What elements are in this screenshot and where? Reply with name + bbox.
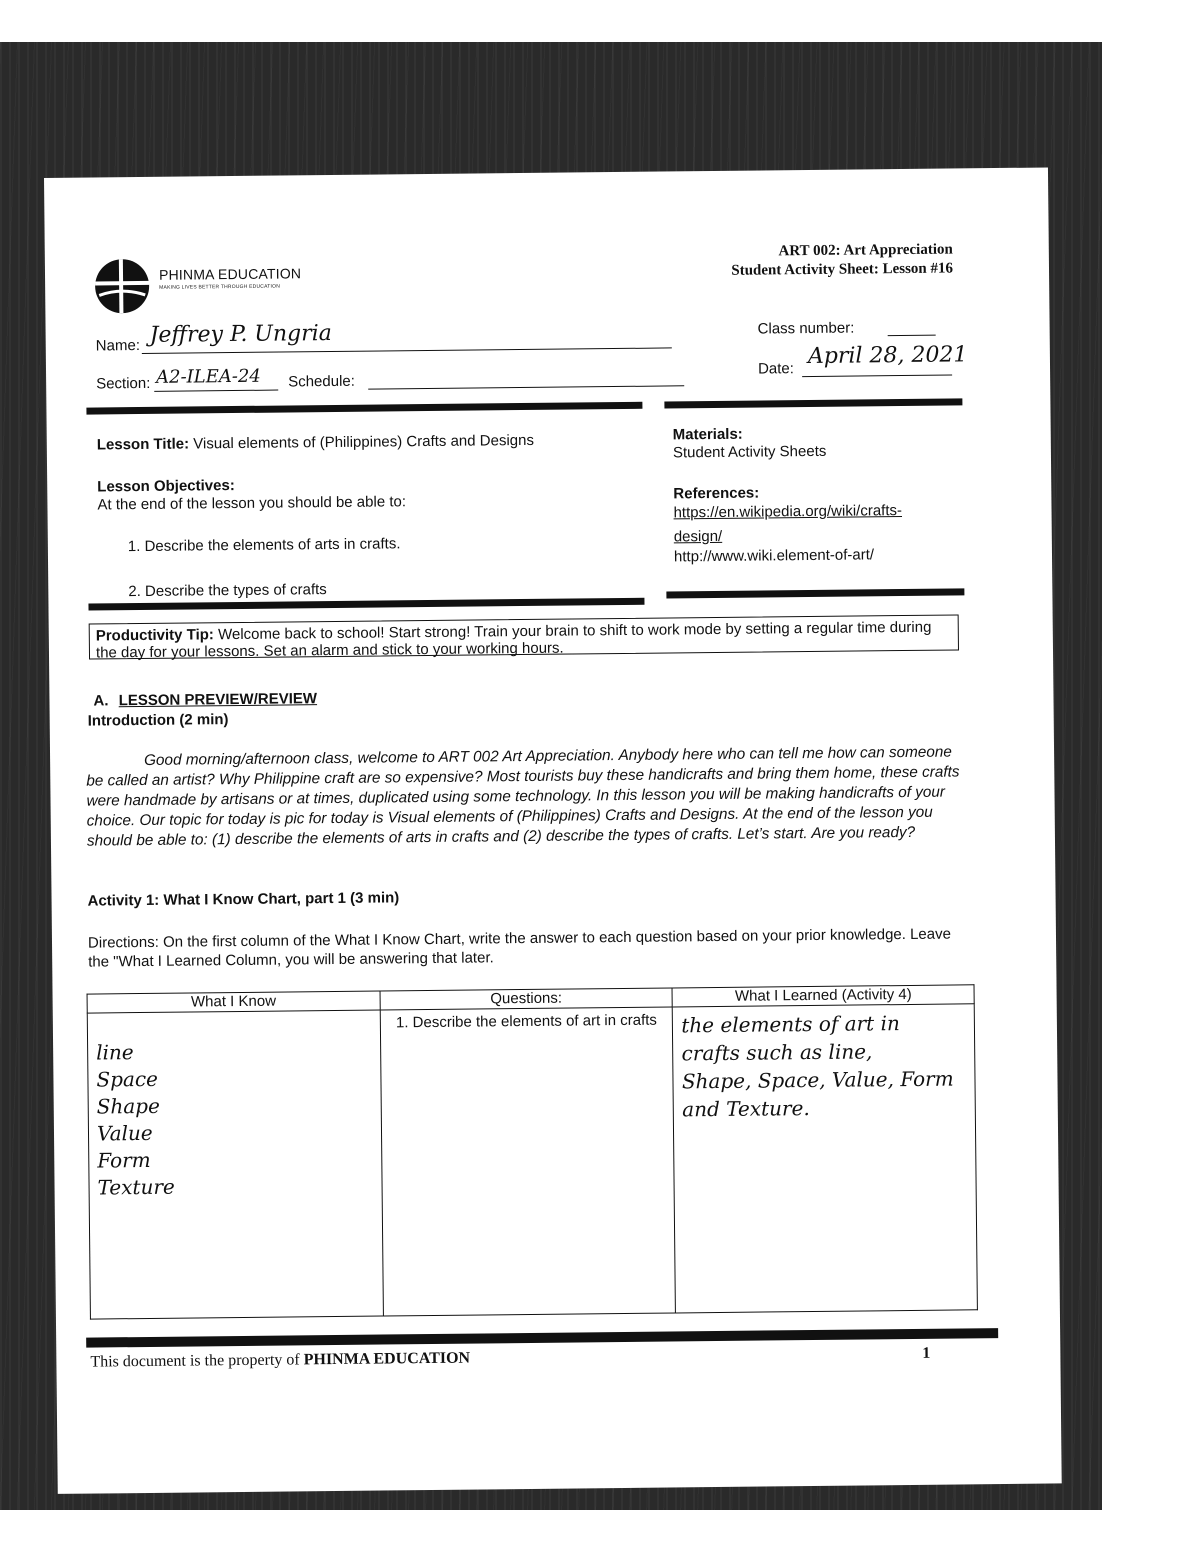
lesson-title-value: Visual elements of (Philippines) Crafts and Designs <box>193 431 535 453</box>
intro-paragraph: Good morning/afternoon class, welcome to ART 002 Art Appreciation. Anybody here who can tell me how can someone be called an artist? Why Philippine craft are so expensive? Most tourists buy these handicrafts and bring them home, these crafts were handmade by artisans or at times, duplicated using some technology. In this lesson you will be making handicrafts of your choice. Our topic for today is pic for today is Visual elements of (Philippines) Crafts and Designs. At the end of the lesson you should be able to: (1) describe the elements of arts in crafts and (2) describe the types of crafts. Let’s start. Are you ready? <box>86 743 960 850</box>
know-item: Space <box>96 1066 159 1092</box>
name-label: Name: <box>95 337 141 355</box>
know-item: Shape <box>96 1093 161 1119</box>
what-i-learned-cell[interactable] <box>673 1004 978 1313</box>
know-item: Form <box>97 1147 151 1173</box>
objective-item: 1. Describe the elements of arts in crafts. <box>127 535 401 556</box>
objectives-intro: At the end of the lesson you should be able to: <box>97 493 407 514</box>
references-label: References: <box>673 484 760 503</box>
reference-link[interactable]: design/ <box>673 527 723 546</box>
section-label: Section: <box>96 374 151 393</box>
know-list <box>96 1015 374 1202</box>
sheet-title: Student Activity Sheet: Lesson #16 <box>731 260 954 279</box>
footer-org: PHINMA EDUCATION <box>303 1349 471 1369</box>
divider-bar-right-top <box>664 398 962 408</box>
name-value[interactable]: Jeffrey P. Ungria <box>149 320 332 348</box>
intro-heading: Introduction (2 min) <box>87 711 229 730</box>
learned-line: the elements of art in <box>681 1011 900 1038</box>
section-a-letter: A. <box>93 692 109 710</box>
header-what-i-learned: What I Learned (Activity 4) <box>672 985 974 1007</box>
divider-bar-right-bottom <box>666 588 964 598</box>
tip-text: Welcome back to school! Start strong! Train your brain to shift to work mode by setting a regular time during the day for your lessons. Set an alarm and stick to your working hours. <box>95 618 932 662</box>
section-a-title: LESSON PREVIEW/REVIEW <box>118 690 318 710</box>
lesson-title-label: Lesson Title: <box>96 435 190 454</box>
reference-link[interactable]: https://en.wikipedia.org/wiki/crafts- <box>673 502 903 522</box>
know-item: Texture <box>97 1174 175 1200</box>
class-number-underline <box>888 335 936 337</box>
learned-line: and Texture. <box>682 1096 810 1122</box>
materials-value: Student Activity Sheets <box>672 442 827 462</box>
schedule-label: Schedule: <box>288 372 355 391</box>
activity1-directions: Directions: On the first column of the What I Know Chart, write the answer to each question based on your prior knowledge. Leave the "What I Learned Column, you will be answering that later. <box>87 925 952 971</box>
objectives-label: Lesson Objectives: <box>97 477 235 496</box>
objective-item: 2. Describe the types of crafts <box>128 581 327 601</box>
phinma-logo-icon <box>93 257 152 316</box>
question-cell: 1. Describe the elements of art in crafts <box>380 1007 676 1316</box>
know-item: Value <box>96 1120 153 1146</box>
date-label: Date: <box>757 360 794 378</box>
schedule-underline <box>368 385 684 389</box>
what-i-know-chart <box>87 984 978 1319</box>
header-questions: Questions: <box>380 988 673 1010</box>
org-tagline: MAKING LIVES BETTER THROUGH EDUCATION <box>159 283 281 291</box>
productivity-tip-box <box>89 614 959 662</box>
tip-label: Productivity Tip: <box>95 626 214 645</box>
footer-bar <box>86 1328 998 1348</box>
activity-sheet-page <box>44 167 1062 1493</box>
section-a-heading <box>93 689 317 710</box>
learned-line: crafts such as line, <box>681 1039 873 1066</box>
date-value[interactable]: April 28, 2021 <box>807 342 968 370</box>
phinma-logo <box>93 255 354 318</box>
page-number: 1 <box>922 1344 931 1362</box>
class-number-label: Class number: <box>757 319 855 338</box>
header-what-i-know: What I Know <box>87 991 380 1013</box>
course-header <box>731 240 953 280</box>
lesson-title-row <box>97 430 637 455</box>
section-underline <box>154 390 278 392</box>
materials-label: Materials: <box>672 425 743 444</box>
name-underline <box>142 347 672 354</box>
org-name: PHINMA EDUCATION <box>158 265 302 283</box>
course-title: ART 002: Art Appreciation <box>778 241 953 260</box>
footer-text <box>90 1350 470 1372</box>
learned-answer <box>681 1008 967 1123</box>
chart-row <box>87 1004 977 1319</box>
divider-bar-left-top <box>86 402 642 415</box>
what-i-know-cell[interactable] <box>87 1010 383 1319</box>
footer-prefix: This document is the property of <box>90 1351 304 1371</box>
learned-line: Shape, Space, Value, Form <box>681 1066 954 1094</box>
reference-link[interactable]: http://www.wiki.element-of-art/ <box>673 546 875 566</box>
activity1-heading: Activity 1: What I Know Chart, part 1 (3 min) <box>87 889 400 910</box>
date-underline <box>802 375 952 378</box>
section-value[interactable]: A2-ILEA-24 <box>155 365 261 388</box>
know-item: line <box>96 1040 134 1065</box>
